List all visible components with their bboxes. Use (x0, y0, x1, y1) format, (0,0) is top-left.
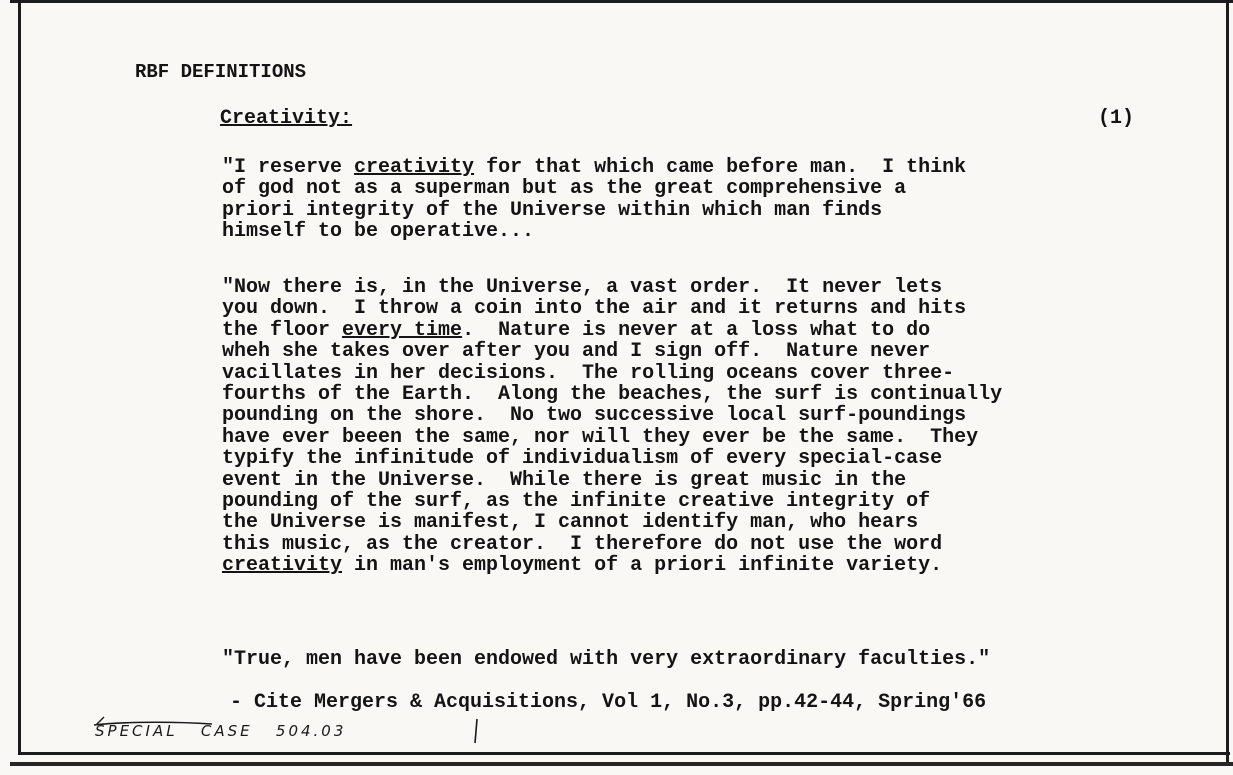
card-border-top (10, 0, 1233, 3)
quote-paragraph-3: "True, men have been endowed with very extraordinary faculties." (222, 648, 991, 671)
p2-line5: vacillates in her decisions. The rolling oceans cover three- (222, 361, 955, 385)
defined-term-colon: : (340, 107, 353, 130)
p2-line1: "Now there is, in the Universe, a vast order. It never lets (222, 276, 943, 299)
p2-line11: pounding of the surf, as the infinite creative integrity of (222, 490, 931, 514)
p1-line1-start: "I reserve (222, 156, 355, 179)
p1-line2: of god not as a superman but as the great comprehensive a (222, 177, 907, 201)
p2-line13: this music, as the creator. I therefore do not use the word (222, 532, 943, 556)
card-border-right (1226, 0, 1229, 762)
p1-underlined-word: creativity (354, 156, 475, 179)
p2-line4: wheh she takes over after you and I sign off. Nature never (222, 340, 931, 364)
p2-line9: typify the infinitude of individualism of every special-case (222, 447, 943, 471)
p2-line3-end: . Nature is never at a loss what to do (462, 318, 931, 342)
p2-line7: pounding on the shore. No two successive local surf-poundings (222, 404, 967, 428)
card-border-bottom (18, 752, 1230, 755)
p2-line2: you down. I throw a coin into the air and it returns and hits (222, 297, 967, 321)
defined-term (220, 108, 352, 129)
p2-line14-end: in man's employment of a priori infinite variety. (342, 554, 943, 578)
p2-line6: fourths of the Earth. Along the beaches, the surf is continually (222, 383, 1003, 407)
p1-line4: himself to be operative... (222, 220, 535, 244)
page-number: (1) (1098, 107, 1135, 130)
card-border-left (18, 0, 21, 752)
defined-term-word: Creativity (220, 107, 341, 130)
citation: - Cite Mergers & Acquisitions, Vol 1, No.3, pp.42-44, Spring'66 (230, 691, 987, 714)
handwritten-note: SPECIAL CASE 504.03 (95, 722, 347, 740)
p2-line10: event in the Universe. While there is great music in the (222, 468, 907, 492)
p2-line8: have ever beeen the same, nor will they ever be the same. They (222, 425, 979, 449)
p2-line12: the Universe is manifest, I cannot identify man, who hears (222, 511, 919, 535)
p1-line3: priori integrity of the Universe within which man finds (222, 198, 883, 222)
p2-underlined-word: creativity (222, 554, 343, 578)
quote-paragraph-1 (222, 157, 966, 243)
p2-line3-start: the floor (222, 318, 343, 342)
p1-line1-end: for that which came before man. I think (474, 156, 967, 179)
quote-paragraph-2 (222, 277, 1002, 577)
document-heading: RBF DEFINITIONS (135, 61, 307, 83)
p2-underlined-phrase: every time (342, 318, 463, 342)
card-border-bottom-outer (10, 762, 1233, 766)
